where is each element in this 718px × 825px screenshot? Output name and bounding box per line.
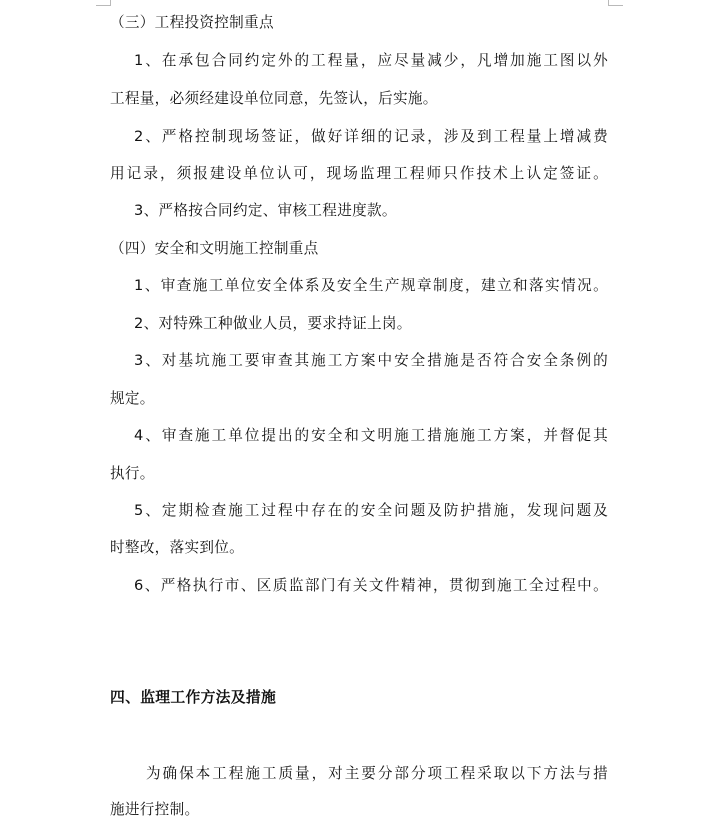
paragraph-line: 为确保本工程施工质量，对主要分部分项工程采取以下方法与措 bbox=[146, 765, 608, 782]
paragraph-line: 1、在承包合同约定外的工程量，应尽量减少，凡增加施工图以外 bbox=[134, 52, 608, 69]
paragraph-line: 用记录，须报建设单位认可，现场监理工程师只作技术上认定签证。 bbox=[110, 165, 608, 182]
paragraph-line: 执行。 bbox=[110, 465, 155, 482]
paragraph-line: 5、定期检查施工过程中存在的安全问题及防护措施，发现问题及 bbox=[134, 502, 608, 519]
paragraph-line: 4、审查施工单位提出的安全和文明施工措施施工方案，并督促其 bbox=[134, 427, 608, 444]
section-heading-safety-control: （四）安全和文明施工控制重点 bbox=[110, 240, 319, 257]
section-heading-investment-control: （三）工程投资控制重点 bbox=[110, 14, 274, 31]
margin-corner-mark-left bbox=[96, 0, 111, 6]
chapter-heading-supervision-methods: 四、监理工作方法及措施 bbox=[110, 689, 277, 706]
paragraph-line: 3、对基坑施工要审查其施工方案中安全措施是否符合安全条例的 bbox=[134, 352, 608, 369]
margin-corner-mark-right bbox=[608, 0, 623, 6]
paragraph-line: 施进行控制。 bbox=[110, 801, 200, 818]
paragraph-line: 3、严格按合同约定、审核工程进度款。 bbox=[134, 202, 397, 219]
paragraph-line: 时整改，落实到位。 bbox=[110, 539, 245, 556]
paragraph-line: 1、审查施工单位安全体系及安全生产规章制度，建立和落实情况。 bbox=[134, 277, 608, 294]
paragraph-line: 规定。 bbox=[110, 390, 155, 407]
paragraph-line: 工程量，必须经建设单位同意，先签认，后实施。 bbox=[110, 90, 438, 107]
paragraph-line: 2、严格控制现场签证，做好详细的记录，涉及到工程量上增减费 bbox=[134, 128, 608, 145]
paragraph-line: 2、对特殊工种做业人员，要求持证上岗。 bbox=[134, 315, 412, 332]
paragraph-line: 6、严格执行市、区质监部门有关文件精神，贯彻到施工全过程中。 bbox=[134, 577, 608, 594]
